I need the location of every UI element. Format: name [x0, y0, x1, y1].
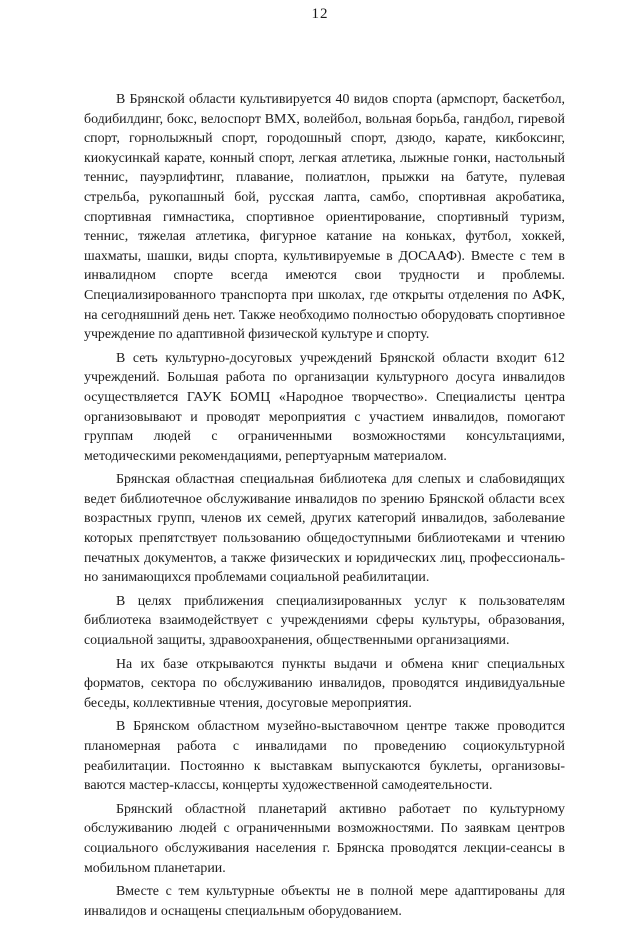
paragraph-planetarium: Брянский областной планетарий активно работает по культурному обслуживанию людей с ограниченными возможностями. По заявкам центров социального обслуживания населения г. Брянска проводятся лекции-сеансы в мобильном планетарии.: [84, 801, 565, 876]
paragraph-library-blind: Брянская областная специальная библиотека для слепых и слабовидящих ведет библиотечное обслуживание инвалидов по зрению Брянской области всех возрастных групп, членов их семей, других категорий инвалидов, заболевание которых препятствует пользованию общедоступными библиотеками и чтению печатных документов, а также физических и юридических лиц, профессионально занимающихся проблемами социальной реабилитации.: [84, 472, 565, 586]
paragraph-cultural-institutions: В сеть культурно-досуговых учреждений Брянской области входит 612 учреждений. Большая работа по организации культурного досуга инвалидов осуществляется ГАУК БОМЦ «Народное творчество». Специалисты центра организовывают и проводят мероприятия с участием инвалидов, помогают группам людей с ограниченными возможностями консультациями, методическими рекомендациями, репертуарным материалом.: [84, 350, 565, 464]
paragraph-museum-center: В Брянском областном музейно-выставочном центре также проводится планомерная работа с инвалидами по проведению социокультурной реабилитации. Постоянно к выставкам выпускаются буклеты, организовываются мастер-классы, концерты художественной самодеятельности.: [84, 719, 565, 794]
document-body: [84, 90, 565, 925]
paragraph-library-cooperation: В целях приближения специализированных услуг к пользователям библиотека взаимодействует с учреждениями сферы культуры, образования, социальной защиты, здравоохранения, общественными организациями.: [84, 593, 565, 649]
paragraph-book-exchange: На их базе открываются пункты выдачи и обмена книг специальных форматов, сектора по обслуживанию инвалидов, проводятся индивидуальные беседы, коллективные чтения, досуговые мероприятия.: [84, 656, 565, 711]
page-number: 12: [311, 6, 329, 22]
paragraph-sports: В Брянской области культивируется 40 видов спорта (армспорт, баскетбол, бодибилдинг, бокс, велоспорт ВМХ, волейбол, вольная борьба, гандбол, гиревой спорт, горнолыжный спорт, городошный спорт, дзюдо, карате, кикбоксинг, киокусинкай карате, конный спорт, легкая атлетика, лыжные гонки, настольный теннис, пауэрлифтинг, плавание, полиатлон, прыжки на батуте, пулевая стрельба, рукопашный бой, русская лапта, самбо, спортивная акробатика, спортивная гимнастика, спортивное ориентирование, спортивный туризм, теннис, тяжелая атлетика, фигурное катание на коньках, футбол, хоккей, шахматы, шашки, виды спорта, культивируемые в ДОСААФ). Вместе с тем в инвалидном спорте всегда имеются свои трудности и проблемы. Специализированного транспорта при школах, где открыты отделения по АФК, на сегодняшний день нет. Также необходимо полностью оборудовать спортивное учреждение по адаптивной физической культуре и спорту.: [84, 92, 565, 343]
paragraph-conclusion: Вместе с тем культурные объекты не в полной мере адаптированы для инвалидов и оснащены специальным оборудованием.: [84, 884, 565, 919]
